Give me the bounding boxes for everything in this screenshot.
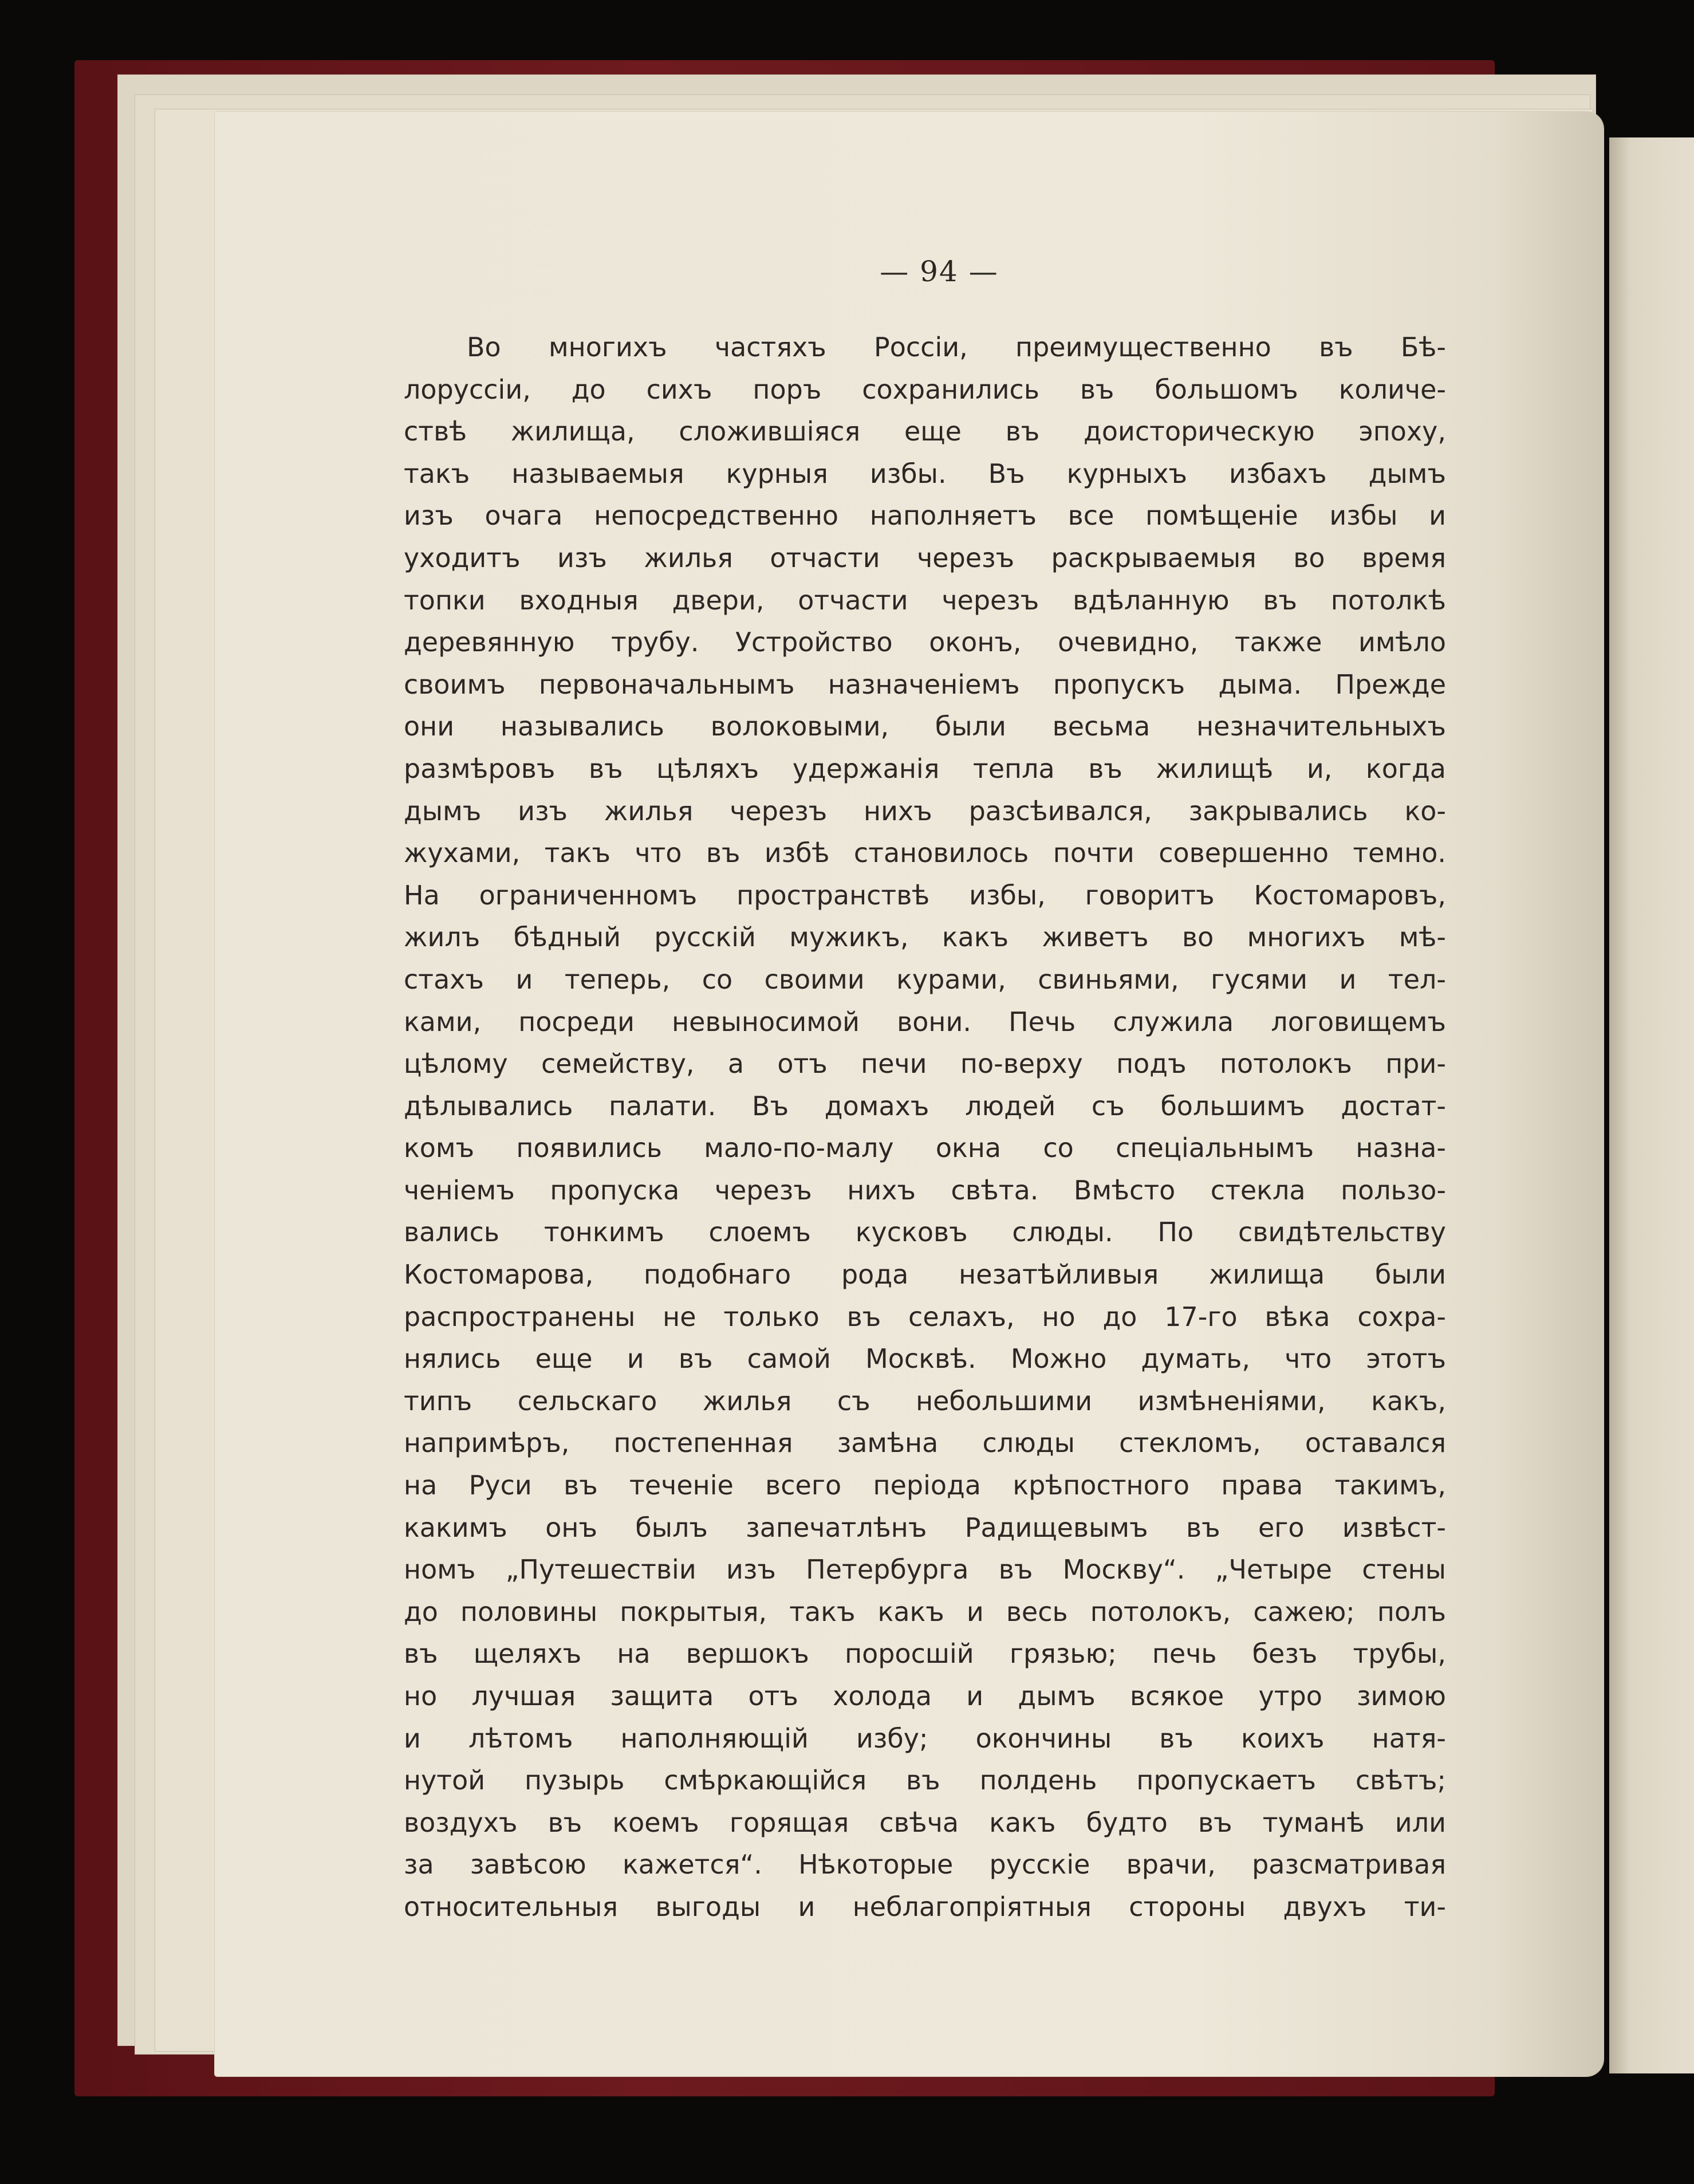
text-line: На ограниченномъ пространствѣ избы, говоритъ Костомаровъ, (404, 879, 1446, 911)
text-line: типъ сельскаго жилья съ небольшими измѣненіями, какъ, (404, 1385, 1446, 1416)
text-line: они назывались волоковыми, были весьма незначительныхъ (404, 711, 1446, 742)
text-line: распространены не только въ селахъ, но до 17-го вѣка сохра- (404, 1301, 1446, 1332)
text-line: какимъ онъ былъ запечатлѣнъ Радищевымъ въ его извѣст- (404, 1512, 1446, 1543)
text-line: номъ „Путешествіи изъ Петербурга въ Москву“. „Четыре стены (404, 1554, 1446, 1585)
text-line: Костомарова, подобнаго рода незатѣйливыя жилища были (404, 1259, 1446, 1290)
text-line: такъ называемыя курныя избы. Въ курныхъ избахъ дымъ (404, 458, 1446, 489)
text-line: Во многихъ частяхъ Россіи, преимущественно въ Бѣ- (467, 332, 1446, 363)
text-line: дымъ изъ жилья черезъ нихъ разсѣивался, закрывались ко- (404, 795, 1446, 827)
text-line: на Руси въ теченіе всего періода крѣпостного права такимъ, (404, 1470, 1446, 1501)
text-line: но лучшая защита отъ холода и дымъ всякое утро зимою (404, 1681, 1446, 1711)
text-line: лоруссіи, до сихъ поръ сохранились въ большомъ количе- (404, 373, 1446, 405)
text-line: стахъ и теперь, со своими курами, свиньями, гусями и тел- (404, 963, 1446, 995)
text-line: топки входныя двери, отчасти черезъ вдѣланную въ потолкѣ (404, 584, 1446, 616)
text-line: жилъ бѣдный русскій мужикъ, какъ живетъ во многихъ мѣ- (404, 922, 1446, 953)
text-line: нялись еще и въ самой Москвѣ. Можно думать, что этотъ (404, 1343, 1446, 1375)
page-body-text (404, 326, 1446, 1929)
text-line: и лѣтомъ наполняющій избу; окончины въ коихъ натя- (404, 1722, 1446, 1754)
text-line: ками, посреди невыносимой вони. Печь служила логовищемъ (404, 1006, 1446, 1037)
text-line: размѣровъ въ цѣляхъ удержанія тепла въ жилищѣ и, когда (404, 753, 1446, 784)
text-line: до половины покрытыя, такъ какъ и весь потолокъ, сажею; полъ (404, 1596, 1446, 1627)
text-line: нутой пузырь смѣркающійся въ полдень пропускаетъ свѣтъ; (404, 1765, 1446, 1796)
text-line: ченіемъ пропуска черезъ нихъ свѣта. Вмѣсто стекла пользо- (404, 1174, 1446, 1206)
text-line: за завѣсою кажется“. Нѣкоторые русскіе врачи, разсматривая (404, 1849, 1446, 1880)
text-line: въ щеляхъ на вершокъ поросшій грязью; печь безъ трубы, (404, 1638, 1446, 1670)
text-line: изъ очага непосредственно наполняетъ все помѣщеніе избы и (404, 500, 1446, 532)
facing-page-edge (1609, 137, 1694, 2073)
text-line: ствѣ жилища, сложившіяся еще въ доисторическую эпоху, (404, 416, 1446, 447)
text-line: воздухъ въ коемъ горящая свѣча какъ будто въ туманѣ или (404, 1807, 1446, 1838)
text-line: деревянную трубу. Устройство оконъ, очевидно, также имѣло (404, 627, 1446, 658)
text-line: дѣлывались палати. Въ домахъ людей съ большимъ достат- (404, 1090, 1446, 1121)
text-line: относительныя выгоды и неблагопріятныя стороны двухъ ти- (404, 1891, 1446, 1922)
text-line: цѣлому семейству, а отъ печи по-верху подъ потолокъ при- (404, 1048, 1446, 1080)
text-line: своимъ первоначальнымъ назначеніемъ пропускъ дыма. Прежде (404, 668, 1446, 700)
text-line: вались тонкимъ слоемъ кусковъ слюды. По свидѣтельству (404, 1217, 1446, 1248)
text-line: напримѣръ, постепенная замѣна слюды стекломъ, оставался (404, 1427, 1446, 1459)
text-line: уходитъ изъ жилья отчасти черезъ раскрываемыя во время (404, 542, 1446, 573)
text-line: жухами, такъ что въ избѣ становилось почти совершенно темно. (404, 837, 1446, 869)
page-number: — 94 — (880, 255, 999, 288)
text-line: комъ появились мало-по-малу окна со спеціальнымъ назна- (404, 1132, 1446, 1164)
